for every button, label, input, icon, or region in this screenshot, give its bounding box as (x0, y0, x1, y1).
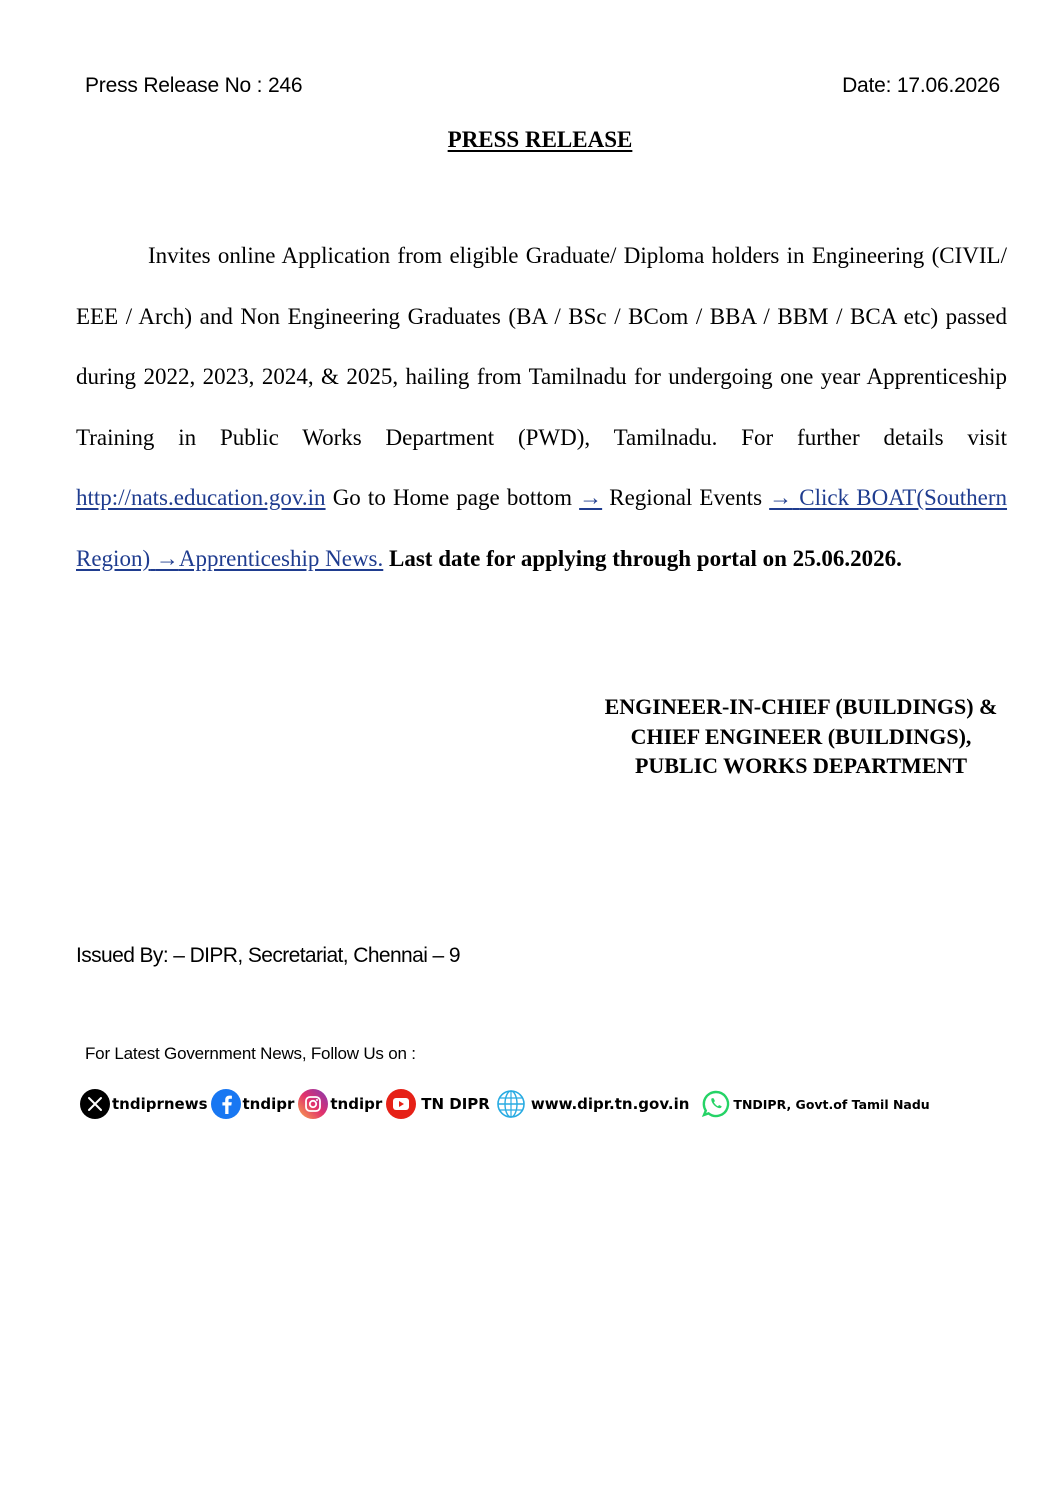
last-date-text: Last date for applying through portal on 25.06.2026. (389, 545, 902, 571)
social-whatsapp[interactable] (701, 1089, 929, 1119)
social-facebook[interactable] (211, 1089, 295, 1119)
arrow-right-icon: → (579, 485, 603, 510)
social-links-bar (80, 1088, 930, 1120)
arrow-right-icon: → (769, 485, 793, 510)
social-youtube-label: TN DIPR (421, 1095, 490, 1113)
globe-icon (496, 1089, 526, 1119)
document-title: PRESS RELEASE (447, 127, 633, 152)
social-instagram-label: tndipr (330, 1095, 383, 1113)
press-release-number: Press Release No : 246 (85, 74, 303, 97)
issued-by: Issued By: – DIPR, Secretariat, Chennai – 9 (76, 944, 460, 967)
boat-link[interactable]: Click BOAT(Southern Region) (76, 485, 1008, 571)
instagram-icon (298, 1089, 328, 1119)
body-paragraph (76, 226, 1007, 589)
x-twitter-icon (80, 1089, 110, 1119)
social-facebook-label: tndipr (242, 1095, 295, 1113)
signature-line-2: CHIEF ENGINEER (BUILDINGS), (630, 723, 972, 749)
social-youtube[interactable] (386, 1089, 490, 1119)
social-instagram[interactable] (298, 1089, 382, 1119)
signature-line-1: ENGINEER-IN-CHIEF (BUILDINGS) & (604, 694, 998, 719)
social-website-label: www.dipr.tn.gov.in (530, 1095, 690, 1113)
social-website[interactable] (496, 1089, 690, 1119)
social-whatsapp-label: TNDIPR, Govt.of Tamil Nadu (733, 1096, 930, 1112)
whatsapp-icon (701, 1089, 731, 1119)
social-x-label: tndiprnews (112, 1095, 208, 1113)
apprenticeship-news-link[interactable]: Apprenticeship News. (178, 545, 384, 571)
signature-line-3: PUBLIC WORKS DEPARTMENT (634, 753, 968, 778)
release-date: Date: 17.06.2026 (842, 74, 1000, 97)
youtube-icon (386, 1089, 416, 1119)
signature-block (578, 692, 1024, 781)
regional-events-text: Regional Events (602, 485, 770, 510)
arrow-right-icon: → (155, 545, 179, 571)
social-x[interactable] (80, 1089, 208, 1119)
goto-text: Go to Home page bottom (325, 485, 580, 510)
body-intro-text: Invites online Application from eligible Graduate/ Diploma holders in Engineering (CIVIL/ EEE / Arch) and Non Engineering Graduates (BA / BSc / BCom / BBA / BBM / BCA etc) passed during 2022, 2023, 2024, & 2025, hailing from Tamilnadu for undergoing one year Apprenticeship Training in Public Works Department (PWD), Tamilnadu. For further details visit (76, 243, 1007, 450)
follow-us-text: For Latest Government News, Follow Us on : (85, 1044, 416, 1063)
nats-link[interactable]: http://nats.education.gov.in (76, 485, 326, 510)
facebook-icon (211, 1089, 241, 1119)
